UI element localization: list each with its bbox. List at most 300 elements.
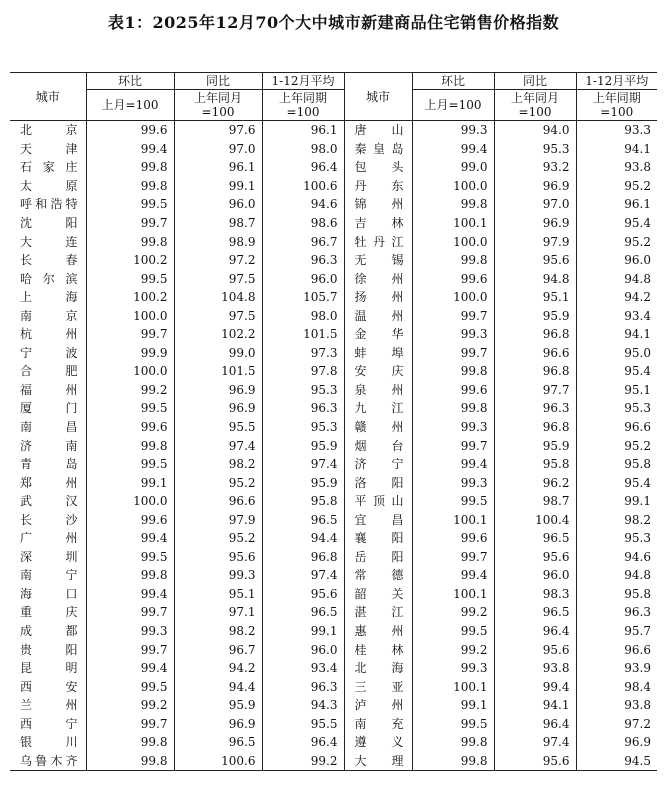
tb-value-cell: 102.2 xyxy=(174,325,262,344)
city-cell: 厦 门 xyxy=(20,401,78,416)
hb-value-cell: 99.7 xyxy=(412,344,494,363)
tb-value-cell: 96.4 xyxy=(494,622,576,641)
city-cell: 合 肥 xyxy=(20,364,78,379)
avg-value-cell: 95.0 xyxy=(576,344,657,363)
table-row xyxy=(10,325,657,344)
avg-value-cell: 95.2 xyxy=(576,232,657,251)
city-cell: 遵 义 xyxy=(344,733,412,752)
city-cell: 吉 林 xyxy=(344,214,412,233)
hb-value-cell: 99.7 xyxy=(412,548,494,567)
avg-value-cell: 98.0 xyxy=(262,140,344,159)
city-cell: 秦皇岛 xyxy=(344,140,412,159)
tb-base-left-text: 上年同月=100 xyxy=(193,91,242,119)
hb-value-cell: 100.1 xyxy=(412,677,494,696)
avg-value-cell: 98.6 xyxy=(262,214,344,233)
avg-value-cell: 96.3 xyxy=(262,251,344,270)
tb-value-cell: 98.9 xyxy=(174,232,262,251)
city-cell: 洛 阳 xyxy=(344,473,412,492)
tb-value-cell: 95.6 xyxy=(174,548,262,567)
tb-value-cell: 97.2 xyxy=(174,251,262,270)
city-cell: 上 海 xyxy=(20,290,78,305)
tb-value-cell: 97.4 xyxy=(174,436,262,455)
table-header xyxy=(10,73,657,121)
hb-value-cell: 99.3 xyxy=(412,121,494,140)
tb-value-cell: 95.9 xyxy=(174,696,262,715)
city-cell: 南 昌 xyxy=(20,420,78,435)
city-cell: 福 州 xyxy=(20,382,78,397)
hb-base-right: 上月=100 xyxy=(412,90,494,121)
table-row xyxy=(10,306,657,325)
tb-value-cell: 99.0 xyxy=(174,344,262,363)
tb-value-cell: 98.2 xyxy=(174,455,262,474)
avg-value-cell: 95.8 xyxy=(576,455,657,474)
price-index-table xyxy=(10,72,657,771)
city-cell: 湛 江 xyxy=(344,603,412,622)
avg-value-cell: 95.9 xyxy=(262,436,344,455)
avg-value-cell: 95.5 xyxy=(262,715,344,734)
tb-value-cell: 95.5 xyxy=(174,418,262,437)
city-cell: 天 津 xyxy=(20,141,78,156)
hb-value-cell: 100.0 xyxy=(412,288,494,307)
tb-value-cell: 95.1 xyxy=(174,585,262,604)
avg-value-cell: 94.2 xyxy=(576,288,657,307)
hb-value-cell: 99.7 xyxy=(412,306,494,325)
hb-value-cell: 99.6 xyxy=(412,529,494,548)
hb-value-cell: 99.8 xyxy=(86,158,174,177)
tb-value-cell: 96.2 xyxy=(494,473,576,492)
hb-value-cell: 99.8 xyxy=(412,195,494,214)
avg-value-cell: 96.0 xyxy=(262,640,344,659)
hb-value-cell: 99.0 xyxy=(412,158,494,177)
city-cell: 北 海 xyxy=(344,659,412,678)
city-cell: 包 头 xyxy=(344,158,412,177)
tb-value-cell: 96.5 xyxy=(174,733,262,752)
avg-value-cell: 105.7 xyxy=(262,288,344,307)
city-cell: 徐 州 xyxy=(344,269,412,288)
hb-value-cell: 99.8 xyxy=(412,752,494,771)
table-row xyxy=(10,362,657,381)
avg-value-cell: 95.3 xyxy=(262,418,344,437)
city-cell: 兰 州 xyxy=(20,698,78,713)
hb-value-cell: 99.1 xyxy=(86,473,174,492)
city-cell: 常 德 xyxy=(344,566,412,585)
hb-value-cell: 99.2 xyxy=(412,603,494,622)
hb-value-cell: 99.8 xyxy=(86,566,174,585)
tb-value-cell: 95.2 xyxy=(174,529,262,548)
city-cell: 温 州 xyxy=(344,306,412,325)
table-row xyxy=(10,121,657,140)
tb-value-cell: 99.4 xyxy=(494,677,576,696)
avg-value-cell: 94.1 xyxy=(576,325,657,344)
city-cell: 襄 阳 xyxy=(344,529,412,548)
tb-value-cell: 97.1 xyxy=(174,603,262,622)
hb-value-cell: 100.1 xyxy=(412,585,494,604)
avg-value-cell: 95.3 xyxy=(576,399,657,418)
avg-value-cell: 96.3 xyxy=(576,603,657,622)
hb-value-cell: 99.9 xyxy=(86,344,174,363)
avg-base-right xyxy=(576,90,657,121)
hb-value-cell: 99.4 xyxy=(86,659,174,678)
hb-value-cell: 100.1 xyxy=(412,214,494,233)
city-cell: 武 汉 xyxy=(20,494,78,509)
hb-value-cell: 99.4 xyxy=(412,140,494,159)
city-cell: 宜 昌 xyxy=(344,510,412,529)
avg-value-cell: 97.4 xyxy=(262,455,344,474)
city-cell: 哈尔滨 xyxy=(20,271,78,286)
tb-value-cell: 98.3 xyxy=(494,585,576,604)
tb-value-cell: 96.3 xyxy=(494,399,576,418)
avg-value-cell: 97.3 xyxy=(262,344,344,363)
hb-header-right: 环比 xyxy=(412,73,494,90)
avg-value-cell: 95.2 xyxy=(576,177,657,196)
city-cell: 平顶山 xyxy=(344,492,412,511)
hb-value-cell: 99.8 xyxy=(412,251,494,270)
tb-value-cell: 96.9 xyxy=(174,715,262,734)
city-cell: 呼和浩特 xyxy=(20,197,78,212)
city-cell: 泉 州 xyxy=(344,381,412,400)
avg-value-cell: 96.7 xyxy=(262,232,344,251)
hb-value-cell: 99.5 xyxy=(412,492,494,511)
city-cell: 成 都 xyxy=(20,624,78,639)
city-cell: 郑 州 xyxy=(20,475,78,490)
hb-value-cell: 99.5 xyxy=(86,548,174,567)
table-row xyxy=(10,344,657,363)
city-cell: 无 锡 xyxy=(344,251,412,270)
tb-value-cell: 96.5 xyxy=(494,603,576,622)
avg-base-left-text: 上年同期=100 xyxy=(278,91,327,119)
tb-value-cell: 96.4 xyxy=(494,715,576,734)
avg-value-cell: 97.4 xyxy=(262,566,344,585)
tb-value-cell: 95.9 xyxy=(494,436,576,455)
city-cell: 青 岛 xyxy=(20,457,78,472)
table-row xyxy=(10,251,657,270)
tb-value-cell: 94.0 xyxy=(494,121,576,140)
city-cell: 惠 州 xyxy=(344,622,412,641)
avg-value-cell: 94.1 xyxy=(576,140,657,159)
tb-value-cell: 98.7 xyxy=(174,214,262,233)
city-cell: 沈 阳 xyxy=(20,216,78,230)
table-row xyxy=(10,733,657,752)
tb-base-right xyxy=(494,90,576,121)
hb-header-left: 环比 xyxy=(86,73,174,90)
hb-value-cell: 99.7 xyxy=(86,715,174,734)
tb-value-cell: 97.0 xyxy=(174,140,262,159)
table-row xyxy=(10,455,657,474)
tb-value-cell: 96.0 xyxy=(174,195,262,214)
tb-value-cell: 96.5 xyxy=(494,529,576,548)
table-row xyxy=(10,696,657,715)
avg-value-cell: 96.8 xyxy=(262,548,344,567)
hb-value-cell: 99.5 xyxy=(86,455,174,474)
hb-value-cell: 99.8 xyxy=(86,177,174,196)
avg-value-cell: 95.3 xyxy=(576,529,657,548)
tb-value-cell: 95.2 xyxy=(174,473,262,492)
tb-value-cell: 96.8 xyxy=(494,362,576,381)
avg-value-cell: 93.9 xyxy=(576,659,657,678)
hb-value-cell: 99.5 xyxy=(86,269,174,288)
hb-value-cell: 99.8 xyxy=(86,436,174,455)
city-cell: 北 京 xyxy=(20,123,78,138)
city-cell: 济 南 xyxy=(20,438,78,453)
avg-value-cell: 94.4 xyxy=(262,529,344,548)
table-row xyxy=(10,677,657,696)
avg-value-cell: 93.8 xyxy=(576,696,657,715)
tb-header-left: 同比 xyxy=(174,73,262,90)
city-cell: 蚌 埠 xyxy=(344,344,412,363)
city-cell: 济 宁 xyxy=(344,455,412,474)
table-row xyxy=(10,510,657,529)
hb-value-cell: 99.5 xyxy=(412,715,494,734)
city-cell: 韶 关 xyxy=(344,585,412,604)
tb-value-cell: 96.6 xyxy=(494,344,576,363)
city-cell: 长 春 xyxy=(20,253,78,268)
city-cell: 丹 东 xyxy=(344,177,412,196)
hb-value-cell: 99.3 xyxy=(86,622,174,641)
tb-value-cell: 96.8 xyxy=(494,418,576,437)
tb-value-cell: 95.9 xyxy=(494,306,576,325)
city-cell: 金 华 xyxy=(344,325,412,344)
hb-value-cell: 99.2 xyxy=(412,640,494,659)
city-cell: 锦 州 xyxy=(344,195,412,214)
avg-base-left xyxy=(262,90,344,121)
avg-value-cell: 96.1 xyxy=(576,195,657,214)
city-cell: 九 江 xyxy=(344,399,412,418)
tb-value-cell: 97.4 xyxy=(494,733,576,752)
hb-value-cell: 99.3 xyxy=(412,325,494,344)
hb-value-cell: 99.8 xyxy=(86,733,174,752)
avg-value-cell: 99.2 xyxy=(262,752,344,771)
avg-value-cell: 96.5 xyxy=(262,510,344,529)
city-cell: 南 充 xyxy=(344,715,412,734)
avg-value-cell: 95.9 xyxy=(262,473,344,492)
avg-value-cell: 96.5 xyxy=(262,603,344,622)
avg-value-cell: 95.4 xyxy=(576,362,657,381)
city-header-right: 城市 xyxy=(344,73,412,121)
table-row xyxy=(10,473,657,492)
city-cell: 重 庆 xyxy=(20,605,78,620)
city-cell: 宁 波 xyxy=(20,345,78,360)
tb-value-cell: 94.2 xyxy=(174,659,262,678)
table-row xyxy=(10,195,657,214)
table-row xyxy=(10,492,657,511)
avg-value-cell: 93.4 xyxy=(262,659,344,678)
avg-value-cell: 94.6 xyxy=(576,548,657,567)
tb-value-cell: 97.9 xyxy=(494,232,576,251)
city-cell: 大 连 xyxy=(20,234,78,249)
tb-value-cell: 96.9 xyxy=(494,177,576,196)
tb-value-cell: 98.7 xyxy=(494,492,576,511)
tb-value-cell: 97.9 xyxy=(174,510,262,529)
avg-value-cell: 93.8 xyxy=(576,158,657,177)
avg-value-cell: 99.1 xyxy=(262,622,344,641)
city-cell: 大 理 xyxy=(344,752,412,771)
avg-value-cell: 95.1 xyxy=(576,381,657,400)
tb-value-cell: 101.5 xyxy=(174,362,262,381)
hb-value-cell: 99.6 xyxy=(86,121,174,140)
city-cell: 扬 州 xyxy=(344,288,412,307)
tb-value-cell: 97.0 xyxy=(494,195,576,214)
city-cell: 贵 阳 xyxy=(20,642,78,657)
tb-value-cell: 97.6 xyxy=(174,121,262,140)
hb-value-cell: 99.5 xyxy=(86,399,174,418)
table-row xyxy=(10,622,657,641)
city-cell: 烟 台 xyxy=(344,436,412,455)
tb-value-cell: 95.6 xyxy=(494,251,576,270)
hb-value-cell: 99.4 xyxy=(412,566,494,585)
avg-header-left: 1-12月平均 xyxy=(262,73,344,90)
avg-base-right-text: 上年同期=100 xyxy=(592,91,641,119)
tb-value-cell: 96.0 xyxy=(494,566,576,585)
hb-value-cell: 100.0 xyxy=(86,492,174,511)
hb-value-cell: 100.0 xyxy=(86,362,174,381)
city-cell: 牡丹江 xyxy=(344,232,412,251)
avg-value-cell: 95.4 xyxy=(576,473,657,492)
hb-value-cell: 99.7 xyxy=(86,325,174,344)
tb-value-cell: 96.8 xyxy=(494,325,576,344)
avg-value-cell: 98.4 xyxy=(576,677,657,696)
avg-value-cell: 98.0 xyxy=(262,306,344,325)
tb-header-right: 同比 xyxy=(494,73,576,90)
hb-value-cell: 100.2 xyxy=(86,251,174,270)
avg-value-cell: 99.1 xyxy=(576,492,657,511)
hb-value-cell: 99.3 xyxy=(412,418,494,437)
city-cell: 南 宁 xyxy=(20,568,78,583)
city-cell: 海 口 xyxy=(20,586,78,601)
avg-value-cell: 93.4 xyxy=(576,306,657,325)
avg-value-cell: 94.6 xyxy=(262,195,344,214)
avg-value-cell: 96.9 xyxy=(576,733,657,752)
avg-value-cell: 95.4 xyxy=(576,214,657,233)
tb-value-cell: 93.8 xyxy=(494,659,576,678)
hb-value-cell: 99.3 xyxy=(412,659,494,678)
table-row xyxy=(10,659,657,678)
tb-value-cell: 100.4 xyxy=(494,510,576,529)
hb-value-cell: 99.7 xyxy=(86,214,174,233)
table-row xyxy=(10,158,657,177)
table-row xyxy=(10,436,657,455)
city-cell: 长 沙 xyxy=(20,512,78,527)
city-cell: 岳 阳 xyxy=(344,548,412,567)
avg-header-right: 1-12月平均 xyxy=(576,73,657,90)
hb-value-cell: 99.4 xyxy=(86,529,174,548)
hb-value-cell: 99.7 xyxy=(86,640,174,659)
hb-value-cell: 99.8 xyxy=(86,752,174,771)
tb-value-cell: 95.8 xyxy=(494,455,576,474)
tb-value-cell: 93.2 xyxy=(494,158,576,177)
hb-value-cell: 99.8 xyxy=(412,399,494,418)
city-cell: 赣 州 xyxy=(344,418,412,437)
avg-value-cell: 96.3 xyxy=(262,399,344,418)
hb-value-cell: 99.2 xyxy=(86,696,174,715)
city-cell: 银 川 xyxy=(20,735,78,750)
table-row xyxy=(10,752,657,771)
hb-value-cell: 99.6 xyxy=(86,418,174,437)
avg-value-cell: 95.2 xyxy=(576,436,657,455)
avg-value-cell: 96.4 xyxy=(262,158,344,177)
city-cell: 太 原 xyxy=(20,178,78,193)
avg-value-cell: 95.8 xyxy=(262,492,344,511)
avg-value-cell: 101.5 xyxy=(262,325,344,344)
hb-value-cell: 99.1 xyxy=(412,696,494,715)
hb-value-cell: 99.8 xyxy=(86,232,174,251)
hb-value-cell: 99.3 xyxy=(412,473,494,492)
city-cell: 泸 州 xyxy=(344,696,412,715)
avg-value-cell: 96.3 xyxy=(262,677,344,696)
tb-value-cell: 96.9 xyxy=(174,399,262,418)
city-cell: 杭 州 xyxy=(20,327,78,342)
table-row xyxy=(10,381,657,400)
avg-value-cell: 96.6 xyxy=(576,640,657,659)
tb-value-cell: 96.6 xyxy=(174,492,262,511)
city-cell: 唐 山 xyxy=(344,121,412,140)
hb-value-cell: 99.7 xyxy=(412,436,494,455)
tb-value-cell: 95.6 xyxy=(494,548,576,567)
tb-value-cell: 96.9 xyxy=(494,214,576,233)
tb-value-cell: 97.5 xyxy=(174,269,262,288)
table-row xyxy=(10,269,657,288)
city-cell: 西 宁 xyxy=(20,716,78,731)
hb-value-cell: 100.0 xyxy=(412,232,494,251)
tb-value-cell: 99.1 xyxy=(174,177,262,196)
city-header-left: 城市 xyxy=(10,73,86,121)
hb-value-cell: 99.8 xyxy=(412,733,494,752)
hb-value-cell: 99.2 xyxy=(86,381,174,400)
avg-value-cell: 95.3 xyxy=(262,381,344,400)
city-cell: 安 庆 xyxy=(344,362,412,381)
table-row xyxy=(10,232,657,251)
table-row xyxy=(10,715,657,734)
tb-value-cell: 99.3 xyxy=(174,566,262,585)
tb-value-cell: 97.7 xyxy=(494,381,576,400)
tb-value-cell: 94.4 xyxy=(174,677,262,696)
hb-value-cell: 99.5 xyxy=(86,195,174,214)
tb-value-cell: 95.1 xyxy=(494,288,576,307)
table-row xyxy=(10,288,657,307)
table-row xyxy=(10,529,657,548)
table-row xyxy=(10,640,657,659)
avg-value-cell: 100.6 xyxy=(262,177,344,196)
avg-value-cell: 98.2 xyxy=(576,510,657,529)
table-row xyxy=(10,418,657,437)
city-cell: 西 安 xyxy=(20,679,78,694)
avg-value-cell: 94.8 xyxy=(576,269,657,288)
avg-value-cell: 96.6 xyxy=(576,418,657,437)
tb-value-cell: 100.6 xyxy=(174,752,262,771)
tb-value-cell: 104.8 xyxy=(174,288,262,307)
table-row xyxy=(10,177,657,196)
hb-value-cell: 99.7 xyxy=(86,603,174,622)
avg-value-cell: 94.8 xyxy=(576,566,657,585)
table-row xyxy=(10,585,657,604)
avg-value-cell: 94.3 xyxy=(262,696,344,715)
table-row xyxy=(10,214,657,233)
table-row xyxy=(10,566,657,585)
document-title: 表1：2025年12月70个大中城市新建商品住宅销售价格指数 xyxy=(107,13,560,32)
avg-value-cell: 95.6 xyxy=(262,585,344,604)
hb-value-cell: 99.4 xyxy=(86,140,174,159)
hb-value-cell: 100.1 xyxy=(412,510,494,529)
hb-value-cell: 99.4 xyxy=(412,455,494,474)
city-cell: 昆 明 xyxy=(20,661,78,676)
avg-value-cell: 95.8 xyxy=(576,585,657,604)
city-cell: 乌鲁木齐 xyxy=(10,752,86,771)
avg-value-cell: 95.7 xyxy=(576,622,657,641)
tb-value-cell: 95.3 xyxy=(494,140,576,159)
avg-value-cell: 96.0 xyxy=(576,251,657,270)
avg-value-cell: 97.2 xyxy=(576,715,657,734)
hb-value-cell: 100.0 xyxy=(86,306,174,325)
city-cell: 广 州 xyxy=(20,531,78,546)
